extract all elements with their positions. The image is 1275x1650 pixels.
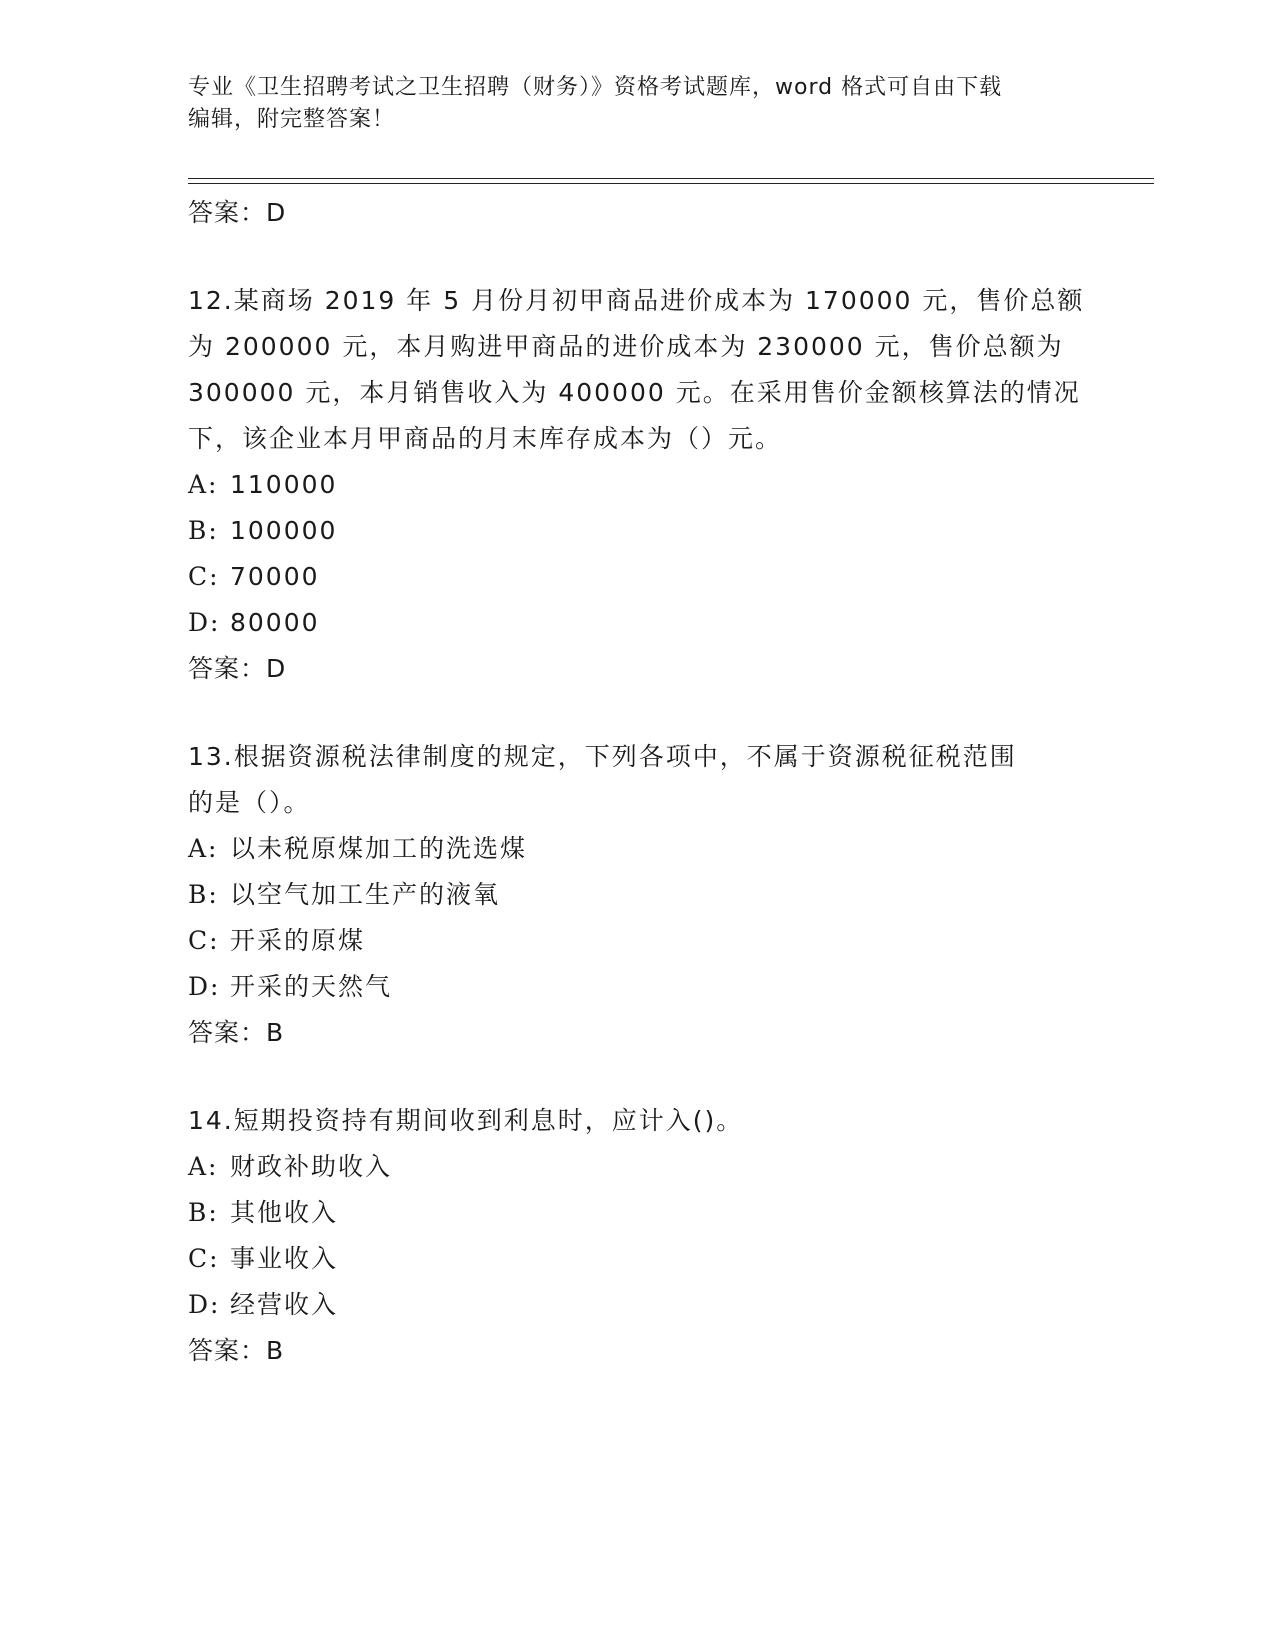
option-letter: C:: [188, 926, 220, 955]
header-line-2: 编辑，附完整答案！: [188, 107, 396, 132]
option-text: 财政补助收入: [230, 1152, 393, 1181]
question-line: 12.某商场 2019 年 5 月份月初甲商品进价成本为 170000 元，售价总额: [188, 286, 1085, 315]
option-letter: B:: [188, 1198, 219, 1227]
option-text: 事业收入: [230, 1244, 339, 1273]
option-text: 100000: [230, 516, 338, 545]
option-a: [188, 826, 1088, 872]
option-b: [188, 872, 1088, 918]
option-d: [188, 600, 1088, 646]
option-letter: B:: [188, 880, 219, 909]
question-block: [188, 734, 1088, 1056]
option-text: 以空气加工生产的液氧: [230, 880, 501, 909]
header-rule-bottom: [188, 183, 1154, 184]
header-rule-top: [188, 178, 1154, 179]
answer: 答案：D: [188, 654, 287, 683]
document-header: [188, 72, 1088, 136]
option-text: 70000: [230, 562, 320, 591]
option-c: [188, 1236, 1088, 1282]
option-letter: B:: [188, 516, 219, 545]
option-b: [188, 1190, 1088, 1236]
option-a: [188, 462, 1088, 508]
option-letter: D:: [188, 972, 221, 1001]
question-line: 的是（）。: [188, 788, 311, 817]
option-b: [188, 508, 1088, 554]
option-text: 以未税原煤加工的洗选煤: [230, 834, 528, 863]
option-letter: A:: [188, 1152, 219, 1181]
option-letter: D:: [188, 1290, 221, 1319]
option-text: 80000: [230, 608, 320, 637]
question-line: 14.短期投资持有期间收到利息时，应计入()。: [188, 1106, 744, 1135]
question-line: 为 200000 元，本月购进甲商品的进价成本为 230000 元，售价总额为: [188, 332, 1064, 361]
option-letter: A:: [188, 834, 219, 863]
option-c: [188, 554, 1088, 600]
option-a: [188, 1144, 1088, 1190]
question-block: [188, 278, 1088, 692]
option-letter: D:: [188, 608, 221, 637]
header-line-1: 专业《卫生招聘考试之卫生招聘（财务）》资格考试题库，word 格式可自由下载: [188, 75, 1003, 100]
answer: 答案：B: [188, 1018, 285, 1047]
spacer: [188, 236, 1088, 278]
option-letter: C:: [188, 1244, 220, 1273]
option-letter: A:: [188, 470, 219, 499]
answer: 答案：B: [188, 1336, 285, 1365]
question-line: 13.根据资源税法律制度的规定，下列各项中，不属于资源税征税范围: [188, 742, 1017, 771]
option-text: 经营收入: [230, 1290, 339, 1319]
question-block: [188, 1098, 1088, 1374]
option-d: [188, 964, 1088, 1010]
option-letter: C:: [188, 562, 220, 591]
option-c: [188, 918, 1088, 964]
option-d: [188, 1282, 1088, 1328]
document-body: [188, 190, 1088, 1374]
option-text: 开采的原煤: [230, 926, 366, 955]
option-text: 开采的天然气: [230, 972, 393, 1001]
question-line: 300000 元，本月销售收入为 400000 元。在采用售价金额核算法的情况: [188, 378, 1081, 407]
previous-answer: 答案：D: [188, 198, 287, 227]
option-text: 110000: [230, 470, 338, 499]
question-line: 下，该企业本月甲商品的月末库存成本为（）元。: [188, 424, 783, 453]
option-text: 其他收入: [230, 1198, 339, 1227]
